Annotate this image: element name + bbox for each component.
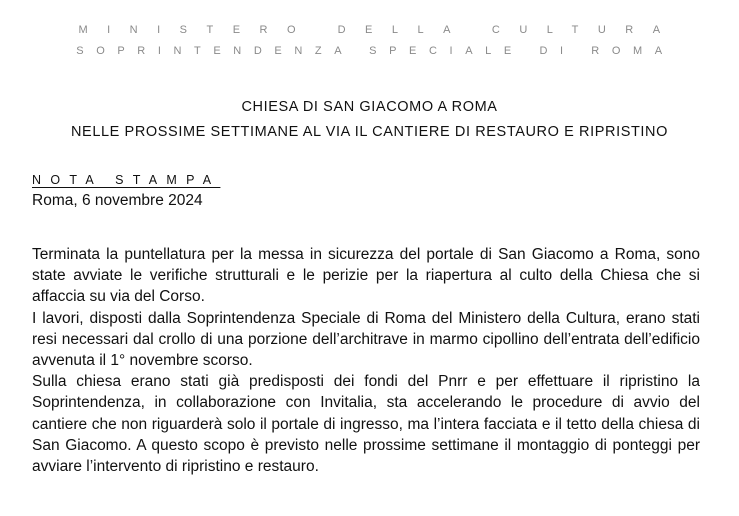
body-paragraph: Sulla chiesa erano stati già predisposti dei fondi del Pnrr e per effettuare il ripristino la Soprintendenza, in collaborazione con Invitalia, sta accelerando le procedure di avvio del cantiere che non riguarderà solo il portale di ingresso, ma l’intera facciata e il tetto della chiesa di San Giacomo. A questo scopo è previsto nelle prossime settimane il montaggio di ponteggi per avviare l’intervento di ripristino e restauro. [32,373,700,476]
office-name: SOPRINTENDENZA SPECIALE DI ROMA [76,45,675,57]
press-release-title [0,96,739,143]
letterhead [0,22,739,59]
ministry-name: MINISTERO DELLA CULTURA [78,24,680,36]
title-line-2: NELLE PROSSIME SETTIMANE AL VIA IL CANTIERE DI RESTAURO E RIPRISTINO [70,124,669,140]
body-paragraph: Terminata la puntellatura per la messa in sicurezza del portale di San Giacomo a Roma, sono state avviate le verifiche strutturali e le perizie per la riapertura al culto della Chiesa che si affaccia su via del Corso. [32,246,700,306]
dateline: Roma, 6 novembre 2024 [32,192,203,209]
nota-stampa-label: NOTA STAMPA [32,173,221,187]
body-paragraph: I lavori, disposti dalla Soprintendenza Speciale di Roma del Ministero della Cultura, erano stati resi necessari dal crollo di una porzione dell’architrave in marmo cipollino dell’entrata dell’edificio avvenuta il 1° novembre scorso. [32,309,700,370]
title-line-1: CHIESA DI SAN GIACOMO A ROMA [241,99,498,115]
press-release-body [32,244,700,477]
